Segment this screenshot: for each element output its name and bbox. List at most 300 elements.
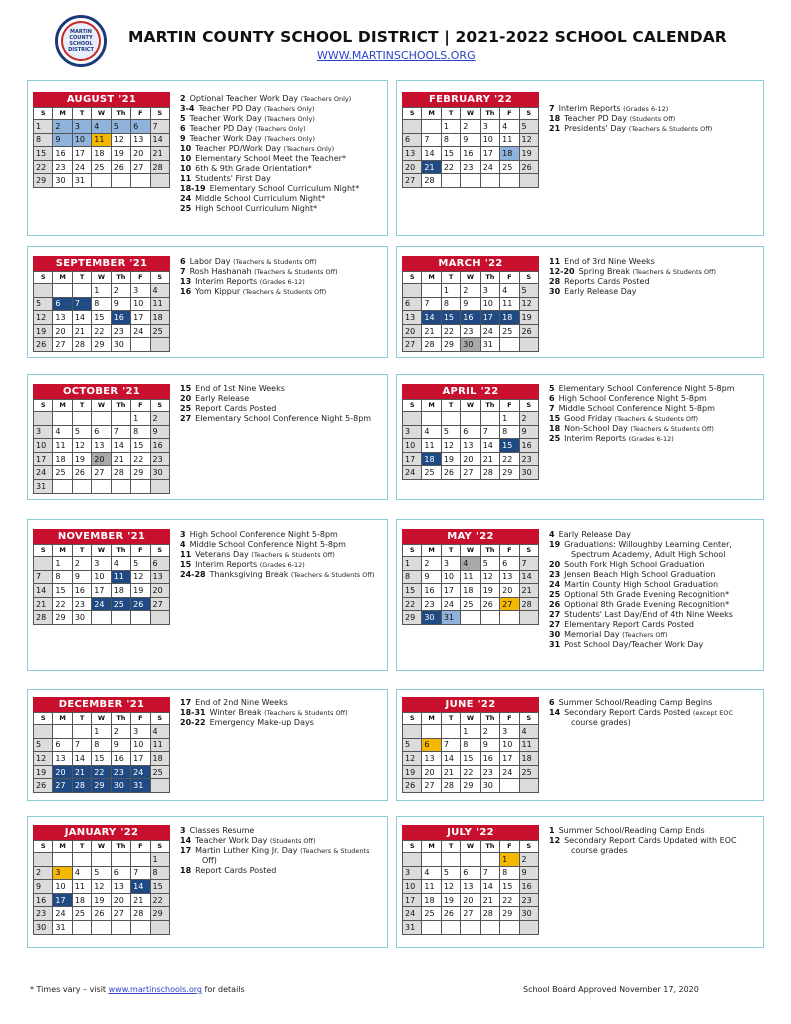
weekday-header: M [53, 713, 72, 725]
weekday-header: T [441, 841, 460, 853]
day-cell: 14 [441, 752, 460, 766]
calendar-july [402, 825, 539, 935]
day-cell: 19 [92, 893, 111, 907]
event-text: Elementary School Meet the Teacher* [195, 154, 346, 163]
day-cell: 7 [34, 570, 53, 584]
day-cell: 26 [34, 338, 53, 352]
day-cell [92, 611, 111, 625]
day-cell: 10 [403, 880, 422, 894]
events-august [180, 94, 359, 214]
calendar-march [402, 256, 539, 352]
day-cell: 14 [111, 439, 130, 453]
day-cell: 22 [131, 452, 150, 466]
month-grid [402, 399, 539, 480]
day-cell [111, 920, 130, 934]
day-cell [519, 779, 538, 793]
day-cell: 28 [480, 907, 499, 921]
day-cell: 19 [403, 765, 422, 779]
day-cell: 24 [131, 765, 150, 779]
weekday-header: S [150, 108, 169, 120]
weekday-header: F [500, 400, 519, 412]
calendar-october [33, 384, 170, 494]
weekday-header: F [131, 713, 150, 725]
event-item [549, 570, 733, 580]
day-cell: 21 [480, 893, 499, 907]
day-cell: 7 [422, 297, 441, 311]
weekday-header: S [34, 841, 53, 853]
event-item [549, 424, 735, 434]
day-cell: 16 [461, 311, 480, 325]
day-cell: 24 [480, 324, 499, 338]
day-cell: 3 [131, 284, 150, 298]
day-cell: 20 [403, 324, 422, 338]
day-cell: 23 [461, 324, 480, 338]
day-cell [72, 479, 91, 493]
event-date: 2 [180, 94, 186, 103]
month-title: AUGUST '21 [33, 92, 170, 107]
day-cell: 1 [500, 853, 519, 867]
weekday-header: F [500, 545, 519, 557]
day-cell: 8 [441, 297, 460, 311]
day-cell: 6 [461, 866, 480, 880]
day-cell: 12 [92, 880, 111, 894]
event-item [549, 114, 712, 124]
event-note: (Grades 6-12) [628, 435, 674, 443]
day-cell [111, 611, 130, 625]
day-cell: 18 [72, 893, 91, 907]
day-cell: 22 [441, 160, 460, 174]
day-cell: 23 [422, 597, 441, 611]
weekday-header: T [72, 400, 91, 412]
day-cell: 7 [422, 133, 441, 147]
day-cell: 28 [519, 597, 538, 611]
day-cell: 12 [34, 311, 53, 325]
weekday-header: T [72, 272, 91, 284]
weekday-header: T [72, 713, 91, 725]
event-date: 18 [549, 114, 561, 123]
event-text: Reports Cards Posted [564, 277, 650, 286]
day-cell [150, 611, 169, 625]
day-cell: 17 [92, 584, 111, 598]
day-cell: 28 [131, 907, 150, 921]
day-cell: 9 [519, 866, 538, 880]
day-cell: 8 [131, 425, 150, 439]
day-cell: 2 [150, 412, 169, 426]
day-cell: 20 [461, 452, 480, 466]
month-grid [33, 544, 170, 625]
event-date: 31 [549, 640, 561, 649]
footer-website-link[interactable]: www.martinschools.org [108, 985, 202, 994]
day-cell: 10 [441, 570, 460, 584]
day-cell: 23 [519, 452, 538, 466]
day-cell: 29 [34, 174, 53, 188]
event-note: (Teachers & Students Off) [628, 125, 713, 133]
event-text: Middle School Conference Night 5-8pm [558, 404, 715, 413]
event-item [180, 570, 374, 580]
weekday-header: W [92, 272, 111, 284]
day-cell [480, 853, 499, 867]
event-item [549, 104, 712, 114]
day-cell [403, 284, 422, 298]
day-cell: 25 [53, 466, 72, 480]
weekday-header: S [34, 272, 53, 284]
event-item [549, 277, 716, 287]
day-cell [53, 479, 72, 493]
event-item [549, 434, 735, 444]
day-cell: 14 [422, 147, 441, 161]
calendar-june [402, 697, 539, 793]
day-cell: 30 [34, 920, 53, 934]
weekday-header: M [53, 841, 72, 853]
day-cell: 3 [403, 866, 422, 880]
month-grid [402, 544, 539, 625]
day-cell: 24 [72, 160, 91, 174]
day-cell: 23 [111, 324, 130, 338]
event-date: 13 [180, 277, 192, 286]
event-note: (Teachers & Students Off) [242, 288, 327, 296]
day-cell: 3 [500, 725, 519, 739]
event-note: (Teachers & Students Off) [632, 268, 717, 276]
event-text: Rosh Hashanah [189, 267, 255, 276]
event-text: Emergency Make-up Days [209, 718, 314, 727]
day-cell: 13 [150, 570, 169, 584]
event-text: Teacher PD/Work Day [195, 144, 284, 153]
weekday-header: F [131, 400, 150, 412]
day-cell: 18 [111, 584, 130, 598]
event-item [180, 530, 374, 540]
day-cell: 18 [461, 584, 480, 598]
event-text: Summer School/Reading Camp Ends [558, 826, 705, 835]
event-text: Report Cards Posted [195, 866, 277, 875]
day-cell: 11 [500, 133, 519, 147]
event-text: Thanksgiving Break [209, 570, 291, 579]
day-cell [53, 412, 72, 426]
event-date: 18-31 [180, 708, 206, 717]
day-cell: 22 [150, 893, 169, 907]
day-cell: 30 [111, 779, 130, 793]
event-note: (Teachers Only) [264, 115, 315, 123]
day-cell [500, 920, 519, 934]
event-date: 19 [549, 540, 561, 549]
day-cell: 20 [500, 584, 519, 598]
day-cell: 24 [53, 907, 72, 921]
day-cell: 31 [403, 920, 422, 934]
events-june [549, 698, 733, 728]
event-date: 25 [549, 590, 561, 599]
day-cell [53, 725, 72, 739]
event-text: Teacher Work Day [189, 134, 265, 143]
day-cell: 9 [480, 738, 499, 752]
day-cell: 22 [34, 160, 53, 174]
event-item [180, 394, 371, 404]
day-cell: 31 [53, 920, 72, 934]
day-cell: 7 [131, 866, 150, 880]
day-cell: 29 [500, 466, 519, 480]
event-text: Teacher PD Day [198, 104, 264, 113]
day-cell: 19 [441, 893, 460, 907]
event-date: 24 [180, 194, 192, 203]
day-cell: 12 [519, 297, 538, 311]
event-text: Martin County High School Graduation [564, 580, 719, 589]
day-cell: 4 [500, 284, 519, 298]
calendar-september [33, 256, 170, 352]
day-cell: 16 [150, 439, 169, 453]
day-cell: 29 [500, 907, 519, 921]
day-cell: 12 [131, 570, 150, 584]
weekday-header: M [53, 108, 72, 120]
day-cell: 20 [53, 765, 72, 779]
month-title: APRIL '22 [402, 384, 539, 399]
weekday-header: F [131, 272, 150, 284]
day-cell: 25 [422, 907, 441, 921]
weekday-header: S [403, 713, 422, 725]
day-cell: 3 [34, 425, 53, 439]
day-cell: 6 [461, 425, 480, 439]
event-date: 15 [180, 384, 192, 393]
day-cell: 11 [422, 439, 441, 453]
weekday-header: S [34, 108, 53, 120]
weekday-header: S [34, 713, 53, 725]
day-cell: 13 [461, 880, 480, 894]
event-text: Martin Luther King Jr. Day [195, 846, 301, 855]
day-cell [150, 174, 169, 188]
board-approval: School Board Approved November 17, 2020 [523, 985, 699, 994]
day-cell: 25 [150, 324, 169, 338]
day-cell: 6 [111, 866, 130, 880]
events-may [549, 530, 733, 650]
day-cell [150, 920, 169, 934]
day-cell: 30 [519, 907, 538, 921]
weekday-header: S [519, 108, 538, 120]
weekday-header: Th [111, 713, 130, 725]
day-cell: 5 [441, 425, 460, 439]
events-december [180, 698, 348, 728]
month-title: JUNE '22 [402, 697, 539, 712]
event-item [180, 104, 359, 114]
event-item [180, 287, 338, 297]
event-note: (Teachers & Students Off) [251, 551, 335, 559]
weekday-header: S [403, 108, 422, 120]
day-cell: 28 [441, 779, 460, 793]
month-title: NOVEMBER '21 [33, 529, 170, 544]
day-cell: 21 [480, 452, 499, 466]
event-item [180, 277, 338, 287]
event-item [549, 267, 716, 277]
event-date: 6 [180, 124, 186, 133]
day-cell: 21 [34, 597, 53, 611]
weekday-header: F [500, 108, 519, 120]
event-text: Presidents' Day [564, 124, 629, 133]
weekday-header: Th [480, 108, 499, 120]
event-item [549, 404, 735, 414]
day-cell: 17 [441, 584, 460, 598]
event-date: 10 [180, 144, 192, 153]
event-text: Early Release [195, 394, 250, 403]
event-text: Labor Day [189, 257, 234, 266]
day-cell: 16 [111, 311, 130, 325]
weekday-header: Th [111, 545, 130, 557]
weekday-header: W [461, 713, 480, 725]
day-cell: 20 [131, 147, 150, 161]
day-cell: 13 [403, 147, 422, 161]
day-cell: 21 [72, 324, 91, 338]
day-cell: 30 [480, 779, 499, 793]
day-cell: 27 [53, 338, 72, 352]
event-date: 5 [549, 384, 555, 393]
day-cell [72, 725, 91, 739]
day-cell: 1 [34, 120, 53, 134]
day-cell: 30 [72, 611, 91, 625]
event-date: 7 [549, 404, 555, 413]
month-grid [402, 840, 539, 935]
event-date: 27 [549, 610, 561, 619]
events-january [180, 826, 369, 876]
day-cell: 6 [53, 297, 72, 311]
day-cell: 3 [72, 120, 91, 134]
day-cell: 13 [461, 439, 480, 453]
day-cell: 30 [461, 338, 480, 352]
event-date: 5 [180, 114, 186, 123]
event-date: 7 [180, 267, 186, 276]
website-link[interactable]: WWW.MARTINSCHOOLS.ORG [317, 49, 476, 62]
event-text: Report Cards Posted [195, 404, 277, 413]
day-cell: 20 [150, 584, 169, 598]
day-cell: 30 [53, 174, 72, 188]
event-text: Spectrum Academy, Adult High School [571, 550, 726, 559]
day-cell: 15 [500, 439, 519, 453]
event-item [549, 708, 733, 718]
event-item [180, 846, 369, 856]
day-cell: 11 [150, 738, 169, 752]
weekday-header: S [403, 545, 422, 557]
day-cell: 19 [131, 584, 150, 598]
day-cell: 10 [131, 738, 150, 752]
day-cell: 20 [403, 160, 422, 174]
day-cell: 30 [422, 611, 441, 625]
weekday-header: Th [480, 545, 499, 557]
day-cell: 12 [480, 570, 499, 584]
day-cell: 4 [150, 284, 169, 298]
day-cell: 26 [72, 466, 91, 480]
event-note: (Teachers Only) [300, 95, 352, 103]
event-date: 14 [549, 708, 561, 717]
event-text: Summer School/Reading Camp Begins [558, 698, 713, 707]
day-cell: 19 [519, 311, 538, 325]
day-cell [422, 412, 441, 426]
event-text: Jensen Beach High School Graduation [564, 570, 716, 579]
event-item [180, 404, 371, 414]
event-text: Classes Resume [189, 826, 255, 835]
day-cell: 22 [500, 452, 519, 466]
day-cell: 20 [422, 765, 441, 779]
day-cell: 5 [92, 866, 111, 880]
event-text: course grades [571, 846, 628, 855]
month-title: OCTOBER '21 [33, 384, 170, 399]
day-cell: 21 [111, 452, 130, 466]
weekday-header: T [441, 713, 460, 725]
day-cell: 6 [422, 738, 441, 752]
day-cell: 10 [500, 738, 519, 752]
day-cell: 22 [92, 324, 111, 338]
day-cell: 22 [441, 324, 460, 338]
calendar-february [402, 92, 539, 188]
day-cell: 14 [72, 311, 91, 325]
month-title: MAY '22 [402, 529, 539, 544]
day-cell: 30 [111, 338, 130, 352]
day-cell: 19 [72, 452, 91, 466]
day-cell: 26 [403, 779, 422, 793]
day-cell: 16 [519, 880, 538, 894]
weekday-header: F [500, 713, 519, 725]
day-cell: 31 [34, 479, 53, 493]
day-cell: 15 [131, 439, 150, 453]
day-cell: 25 [422, 466, 441, 480]
weekday-header: F [131, 108, 150, 120]
weekday-header: S [150, 272, 169, 284]
events-february [549, 104, 712, 134]
month-title: DECEMBER '21 [33, 697, 170, 712]
day-cell: 18 [92, 147, 111, 161]
event-item [549, 540, 733, 550]
day-cell: 11 [53, 439, 72, 453]
weekday-header: W [461, 108, 480, 120]
day-cell [131, 174, 150, 188]
day-cell: 27 [53, 779, 72, 793]
event-text: Teacher PD Day [189, 124, 256, 133]
day-cell [441, 725, 460, 739]
day-cell: 8 [34, 133, 53, 147]
day-cell: 20 [53, 324, 72, 338]
event-text: Post School Day/Teacher Work Day [564, 640, 704, 649]
day-cell: 5 [403, 738, 422, 752]
day-cell [519, 174, 538, 188]
weekday-header: S [519, 545, 538, 557]
day-cell: 7 [72, 297, 91, 311]
day-cell: 7 [441, 738, 460, 752]
event-note: (Teachers & Students Off) [290, 571, 375, 579]
day-cell: 6 [53, 738, 72, 752]
day-cell: 1 [403, 557, 422, 571]
calendar-november [33, 529, 170, 625]
event-text: Graduations: Willoughby Learning Center, [564, 540, 732, 549]
weekday-header: W [92, 841, 111, 853]
day-cell: 27 [131, 160, 150, 174]
day-cell: 16 [461, 147, 480, 161]
event-text: End of 2nd Nine Weeks [195, 698, 288, 707]
day-cell: 28 [480, 466, 499, 480]
day-cell [34, 412, 53, 426]
event-item [180, 154, 359, 164]
day-cell [111, 174, 130, 188]
day-cell: 13 [53, 752, 72, 766]
day-cell [34, 557, 53, 571]
day-cell: 7 [480, 866, 499, 880]
day-cell: 17 [480, 147, 499, 161]
day-cell: 8 [53, 570, 72, 584]
event-item [180, 194, 359, 204]
weekday-header: M [53, 545, 72, 557]
day-cell: 24 [500, 765, 519, 779]
day-cell [519, 338, 538, 352]
weekday-header: T [441, 400, 460, 412]
day-cell [441, 920, 460, 934]
day-cell: 5 [441, 866, 460, 880]
day-cell: 5 [111, 120, 130, 134]
weekday-header: S [150, 400, 169, 412]
day-cell: 4 [422, 866, 441, 880]
event-date: 12-20 [549, 267, 575, 276]
event-item [549, 560, 733, 570]
